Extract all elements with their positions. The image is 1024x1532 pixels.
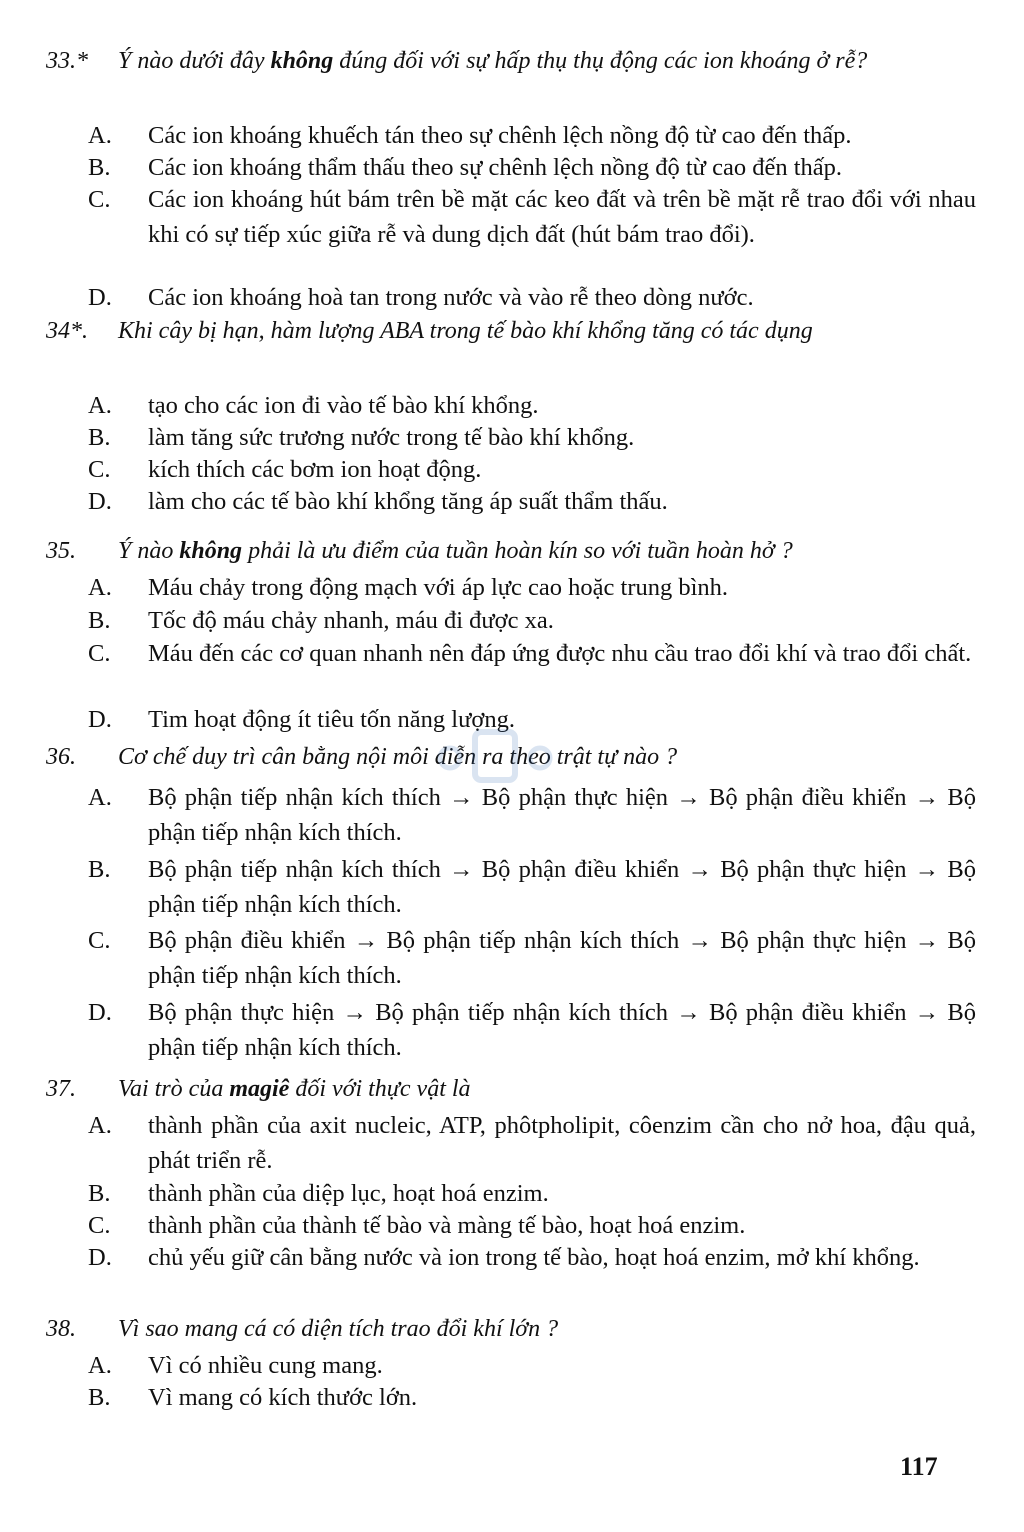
option-35-d: D. Tim hoạt động ít tiêu tốn năng lượng. xyxy=(88,706,515,733)
option-33-d: D. Các ion khoáng hoà tan trong nước và vào rễ theo dòng nước. xyxy=(88,284,754,311)
question-number: 36. xyxy=(46,744,76,770)
question-number: 37. xyxy=(46,1076,76,1102)
option-34-c: C. kích thích các bơm ion hoạt động. xyxy=(88,456,482,483)
option-37-c: C. thành phần của thành tế bào và màng tế bào, hoạt hoá enzim. xyxy=(88,1212,746,1239)
option-35-b: B. Tốc độ máu chảy nhanh, máu đi được xa. xyxy=(88,607,554,634)
option-35-c: C. Máu đến các cơ quan nhanh nên đáp ứng được nhu cầu trao đổi khí và trao đổi chất. xyxy=(88,640,972,667)
question-number: 33.* xyxy=(46,48,88,74)
question-text: Vai trò của magiê đối với thực vật là xyxy=(118,1076,471,1102)
question-number: 35. xyxy=(46,538,76,564)
question-text: Vì sao mang cá có diện tích trao đổi khí lớn ? xyxy=(118,1316,559,1342)
question-text: Khi cây bị hạn, hàm lượng ABA trong tế bào khí khổng tăng có tác dụng xyxy=(118,318,813,344)
option-35-a: A. Máu chảy trong động mạch với áp lực cao hoặc trung bình. xyxy=(88,574,729,601)
question-number: 38. xyxy=(46,1316,76,1342)
question-38 xyxy=(46,1312,946,1346)
option-36-a: A. Bộ phận tiếp nhận kích thích → Bộ phận thực hiện → Bộ phận điều khiển → Bộ phận tiếp nhận kích thích. xyxy=(88,784,976,846)
option-33-b: B. Các ion khoáng thẩm thấu theo sự chênh lệch nồng độ từ cao đến thấp. xyxy=(88,154,843,181)
question-text: Ý nào không phải là ưu điểm của tuần hoàn kín so với tuần hoàn hở ? xyxy=(118,538,793,564)
option-38-b: B. Vì mang có kích thước lớn. xyxy=(88,1384,418,1411)
option-34-d: D. làm cho các tế bào khí khổng tăng áp suất thẩm thấu. xyxy=(88,488,668,515)
option-36-b: B. Bộ phận tiếp nhận kích thích → Bộ phận điều khiển → Bộ phận thực hiện → Bộ phận tiếp nhận kích thích. xyxy=(88,856,976,918)
option-36-d: D. Bộ phận thực hiện → Bộ phận tiếp nhận kích thích → Bộ phận điều khiển → Bộ phận tiếp nhận kích thích. xyxy=(88,999,976,1061)
option-38-a: A. Vì có nhiều cung mang. xyxy=(88,1352,383,1379)
option-37-d: D. chủ yếu giữ cân bằng nước và ion trong tế bào, hoạt hoá enzim, mở khí khổng. xyxy=(88,1244,920,1271)
option-33-c: C. Các ion khoáng hút bám trên bề mặt các keo đất và trên bề mặt rễ trao đổi với nhau khi có sự tiếp xúc giữa rễ và dung dịch đất (hút bám trao đổi). xyxy=(88,186,976,248)
question-number: 34*. xyxy=(46,318,88,344)
question-text: Cơ chế duy trì cân bằng nội môi diễn ra theo trật tự nào ? xyxy=(118,744,678,770)
question-34 xyxy=(46,314,946,348)
option-37-b: B. thành phần của diệp lục, hoạt hoá enzim. xyxy=(88,1180,549,1207)
option-37-a: A. thành phần của axit nucleic, ATP, phôtpholipit, côenzim cần cho nở hoa, đậu quả, phát triển rễ. xyxy=(88,1112,976,1174)
option-36-c: C. Bộ phận điều khiển → Bộ phận tiếp nhận kích thích → Bộ phận thực hiện → Bộ phận tiếp nhận kích thích. xyxy=(88,927,976,989)
question-35 xyxy=(46,534,946,568)
option-34-b: B. làm tăng sức trương nước trong tế bào khí khổng. xyxy=(88,424,635,451)
page-number: 117 xyxy=(900,1452,938,1481)
question-33 xyxy=(46,44,946,78)
question-text: Ý nào dưới đây không đúng đối với sự hấp thụ thụ động các ion khoáng ở rễ? xyxy=(118,48,868,74)
option-33-a: A. Các ion khoáng khuếch tán theo sự chênh lệch nồng độ từ cao đến thấp. xyxy=(88,122,852,149)
watermark-logo-icon xyxy=(430,728,560,788)
question-37 xyxy=(46,1072,946,1106)
option-34-a: A. tạo cho các ion đi vào tế bào khí khổng. xyxy=(88,392,539,419)
